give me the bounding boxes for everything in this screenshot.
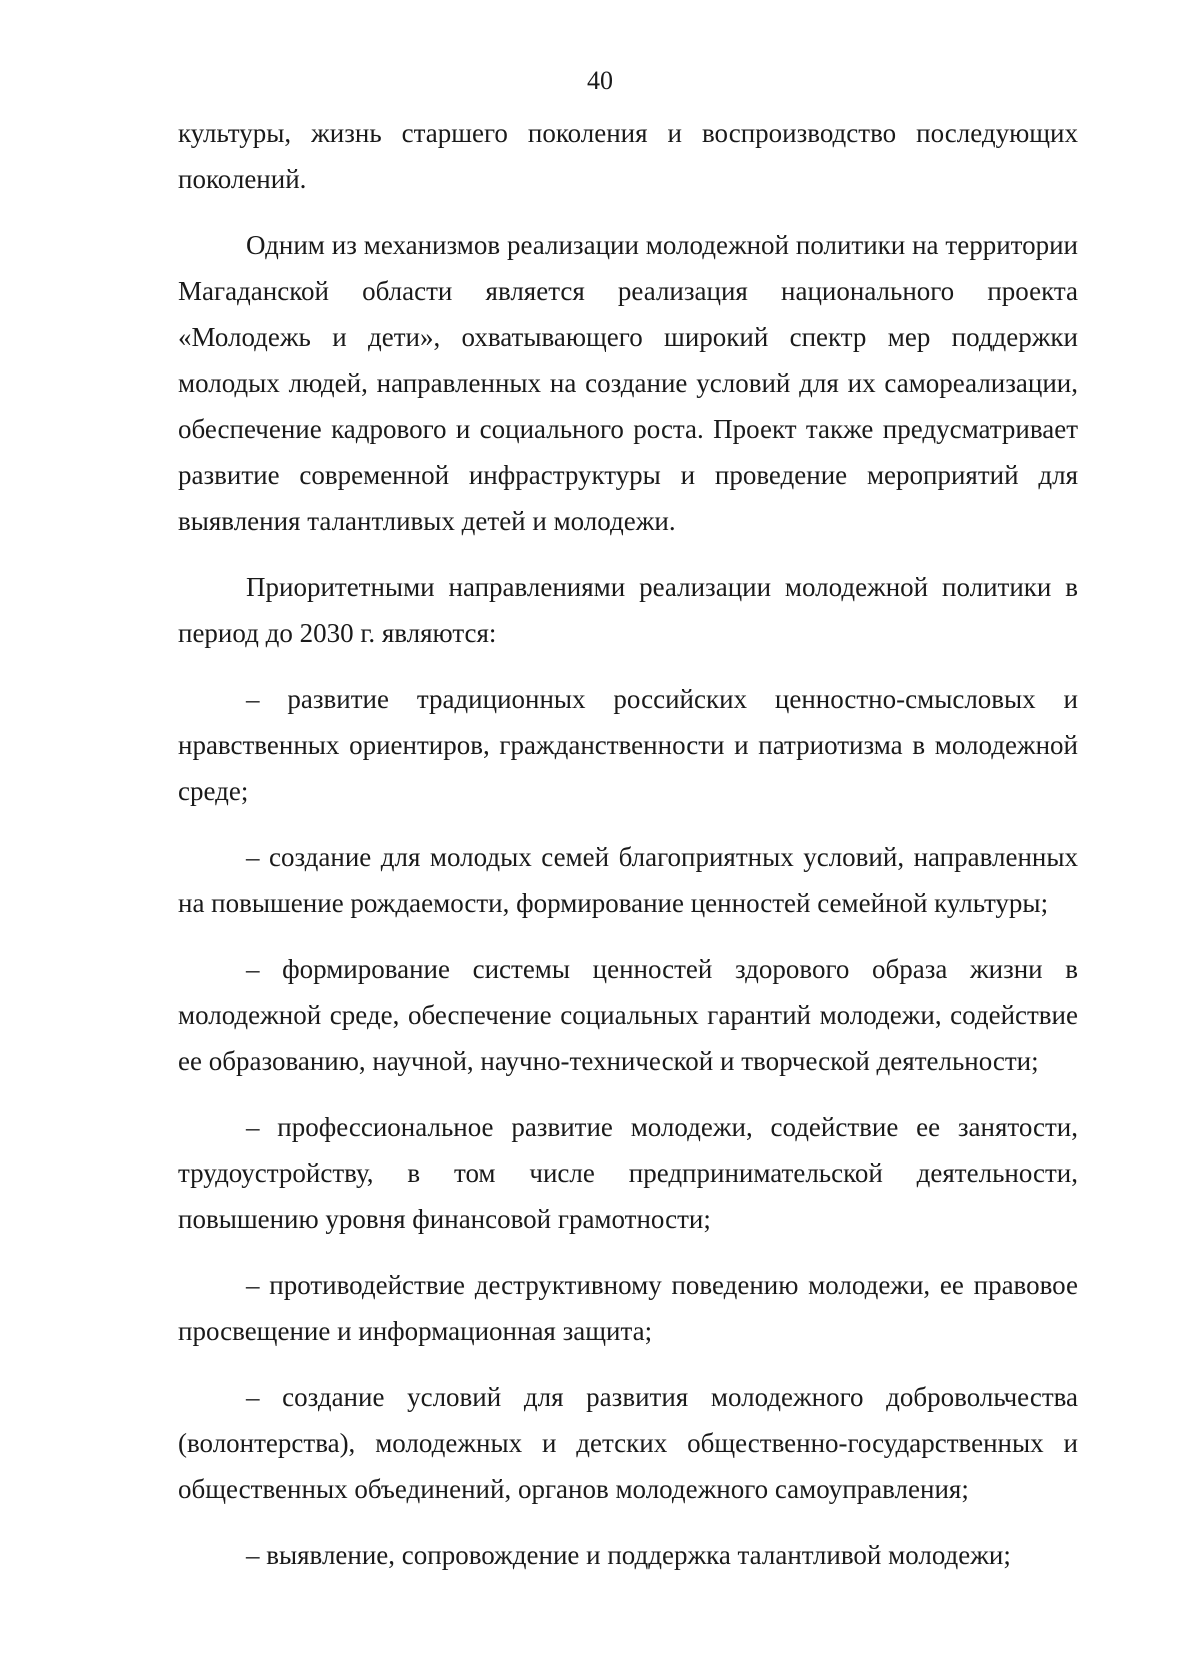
document-body (178, 110, 1078, 1578)
page-number: 40 (587, 66, 613, 95)
list-item: – профессиональное развитие молодежи, содействие ее занятости, трудоустройству, в том числе предпринимательской деятельности, повышению уровня финансовой грамотности; (178, 1112, 1078, 1234)
paragraph-priorities-intro: Приоритетными направлениями реализации молодежной политики в период до 2030 г. являются: (178, 572, 1078, 648)
list-item: – создание для молодых семей благоприятных условий, направленных на повышение рождаемости, формирование ценностей семейной культуры; (178, 842, 1078, 918)
list-item: – развитие традиционных российских ценностно-смысловых и нравственных ориентиров, гражданственности и патриотизма в молодежной среде; (178, 684, 1078, 806)
priority-list (178, 676, 1078, 1578)
list-item: – формирование системы ценностей здорового образа жизни в молодежной среде, обеспечение социальных гарантий молодежи, содействие ее образованию, научной, научно-технической и творческой деятельности; (178, 954, 1078, 1076)
list-item: – противодействие деструктивному поведению молодежи, ее правовое просвещение и информационная защита; (178, 1270, 1078, 1346)
list-item: – выявление, сопровождение и поддержка талантливой молодежи; (246, 1540, 1011, 1570)
paragraph-continuation: культуры, жизнь старшего поколения и воспроизводство последующих поколений. (178, 118, 1078, 194)
list-item: – создание условий для развития молодежного добровольчества (волонтерства), молодежных и детских общественно-государственных и общественных объединений, органов молодежного самоуправления; (178, 1382, 1078, 1504)
paragraph-mechanisms: Одним из механизмов реализации молодежной политики на территории Магаданской области является реализация национального проекта «Молодежь и дети», охватывающего широкий спектр мер поддержки молодых людей, направленных на создание условий для их самореализации, обеспечение кадрового и социального роста. Проект также предусматривает развитие современной инфраструктуры и проведение мероприятий для выявления талантливых детей и молодежи. (178, 230, 1078, 536)
